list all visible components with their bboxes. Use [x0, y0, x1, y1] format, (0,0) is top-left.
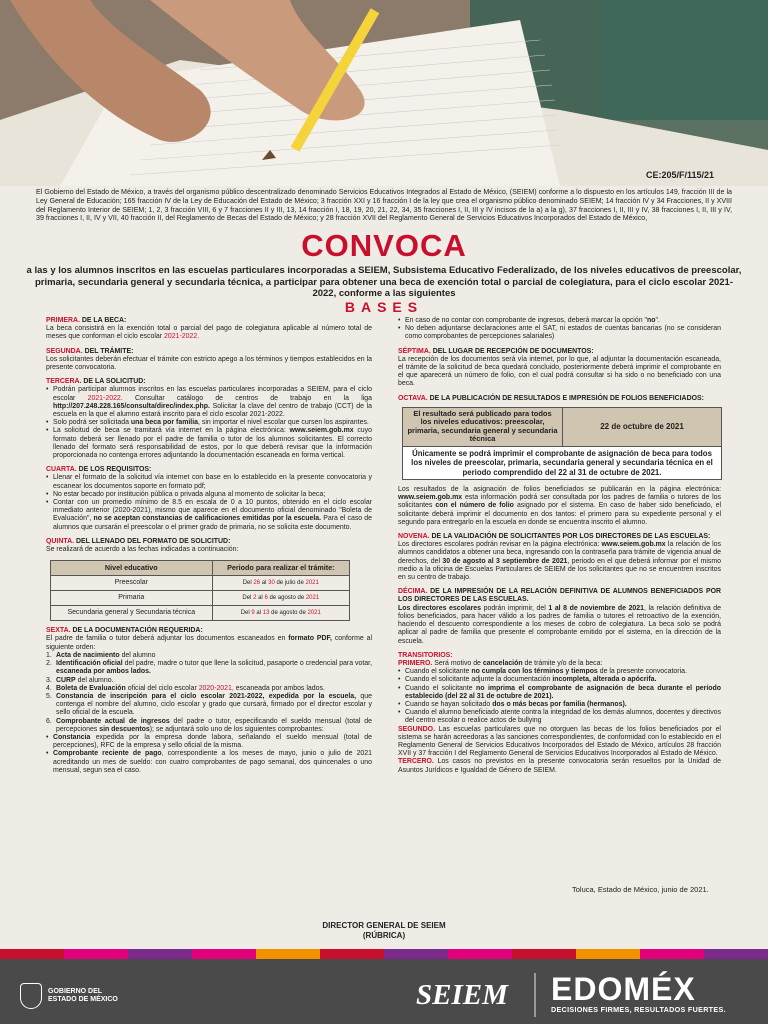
list-item: • Constancia expedida por la empresa donde labora, señalando el sueldo mensual (total de percepciones), RFC de la empresa y sello oficial de la misma. [53, 734, 372, 750]
stripe [384, 949, 448, 959]
stripe [256, 949, 320, 959]
intro-paragraph: El Gobierno del Estado de México, a través del organismo público descentralizado denominado Servicios Educativos Integrados al Estado de México, (SEIEM) conforme a lo dispuesto en los artículos 149, fracción III de la Ley General de Educación; 165 fracción IV de la Ley de Educación del Estado de México; 3 fracción XXI y 16 fracción I de la ley que crea el organismo público denominado SEIEM; 14 fracción IV y 34 Fracciones, II y XVIII del Reglamento Interior de SEIEM; 1, 2, 3 fracción VIII, 6 y 7 fracciones II y III, 13, 14 fracción I, 18, 19, 20, 21, 22, 34, 35 fracciones I, II, III y IV incisos de la a) a la g), 37 fracciones I, II, III y IV, 38 fracciones I, II, III y IV, 39 fracciones I, II, IV y VII, 40 fracción II, del Reglamento de Becas del Estado de México; y 28 fracción XVII del Reglamento General de Servicios Educativos Incorporados del Estado de México, [36, 188, 732, 223]
stripe [320, 949, 384, 959]
section-novena-heading: NOVENA. DE LA VALIDACIÓN DE SOLICITANTES POR LOS DIRECTORES DE LAS ESCUELAS: [398, 533, 711, 541]
section-novena-text: Los directores escolares podrán revisar en la página electrónica: www.seiem.gob.mx la relación de los alumnos candidatos a obtener una beca, ingresando con la contraseña para trámite de vigencia anual de derechos, del 30 de agosto al 3 septiembre de 2021, periodo en el que deberá informar por el mismo medio a la oficina de Escuelas Particulares de SEIEM de los solicitantes que no se encuentren inscritos en su centro de trabajo. [398, 541, 722, 582]
logo-divider [534, 973, 536, 1017]
edomex-logo: EDOMÉX [551, 971, 696, 1007]
list-item: • No estar becado por institución pública o privada alguna al momento de solicitar la beca; [53, 491, 372, 499]
table-cell: Secundaria general y Secundaria técnica [51, 606, 213, 621]
header-photo [0, 0, 768, 186]
list-item: • Comprobante reciente de pago, correspondiente a los meses de mayo, junio o julio de 2021 acreditando un mes de sueldo: con cuatro comprobantes de pago semanal, dos quincenales o uno mensual, segun sea el caso. [53, 750, 372, 775]
list-item: • Podrán participar alumnos inscritos en las escuelas particulares incorporadas a SEIEM, para el ciclo escolar 2021-2022. Consultar catálogo de centros de trabajo en la liga http://207.248.228.165/consulta/direc/index.php. Solicitar la clave del centro de trabajo (CCT) de la escuela en la que el alumno estará inscrito para el ciclo escolar 2021-2022. [53, 386, 372, 419]
schedule-table [50, 560, 350, 621]
list-item: • Contar con un promedio mínimo de 8.5 en escala de 0 a 10 puntos, obtenido en el ciclo escolar inmediato anterior (2020-2021), mismo que aparece en el documento oficial denominado "Boleta de Evaluación", no se aceptan constancias de calificaciones emitidas por la escuela. Para el caso de alumnos que cursarán el preescolar o el primer grado de primaria, no se solicita este documento. [53, 499, 372, 532]
income-proof-list [46, 734, 372, 775]
section-primera-text: La beca consistirá en la exención total o parcial del pago de colegiatura aplicable al número total de meses que conforman el ciclo escolar 2021-2022. [46, 325, 372, 341]
stripe [128, 949, 192, 959]
section-septima-heading: SÉPTIMA. DEL LUGAR DE RECEPCIÓN DE DOCUMENTOS: [398, 347, 594, 355]
table-cell: Primaria [51, 591, 213, 606]
footer [0, 959, 768, 1024]
table-header-row [51, 561, 350, 576]
stripe [64, 949, 128, 959]
right-column [398, 317, 721, 775]
table-header: Nivel educativo [51, 561, 213, 576]
subtitle: a las y los alumnos inscritos en las escuelas particulares incorporadas a SEIEM, Subsistema Educativo Federalizado, de los niveles educativos de preescolar, primaria, secundaria general y secundaria técnica, a participar para obtener una beca de exención total o parcial de colegiatura, para el ciclo escolar 2021-2022, conforme a las siguientes [26, 265, 742, 300]
table-row [403, 446, 722, 479]
list-item: • Cuando el alumno beneficiado atente contra la integridad de los demás alumnos, docentes y directivos del centro escolar o realice actos de bullying [405, 709, 721, 725]
transitorio-primero: PRIMERO. Será motivo de cancelación de trámite y/o de la beca: [398, 659, 603, 667]
table-cell: Preescolar [51, 576, 213, 591]
table-cell: Del 26 al 30 de julio de 2021 [212, 576, 349, 591]
reference-code: CE:205/F/115/21 [646, 170, 715, 180]
signature-title: DIRECTOR GENERAL DE SEIEM [322, 921, 446, 930]
list-item: • No deben adjuntarse declaraciones ante el SAT, ni estados de cuentas bancarias (no se consideran como comprobantes de percepciones salariales) [405, 325, 721, 341]
gobierno-label-line1: GOBIERNO DEL [48, 988, 103, 995]
section-septima-text: La recepción de los documentos será vía internet, por lo que, al adjuntar la documentación escaneada, el trámite de la solicitud de beca quedará concluido, posteriormente deberá imprimir el comprobante en el que aparecerá un número de folio, con el cual podrá consultar si ha sido o no beneficiado con una beca. [398, 355, 721, 388]
stripe [576, 949, 640, 959]
bases-heading: BASES [344, 299, 424, 315]
list-item: 3. CURP del alumno. [46, 676, 114, 684]
stripe [0, 949, 64, 959]
table-header: Periodo para realizar el trámite: [212, 561, 349, 576]
table-cell: 22 de octubre de 2021 [563, 407, 722, 446]
table-row [51, 591, 350, 606]
seiem-link[interactable]: www.seiem.gob.mx [398, 494, 463, 502]
table-row [51, 606, 350, 621]
seiem-link[interactable]: www.seiem.gob.mx [289, 427, 354, 435]
state-seal-icon [20, 983, 42, 1009]
list-item: • Solo podrá ser solicitada una beca por familia, sin importar el nivel escolar que cursen los aspirantes. [53, 419, 372, 427]
section-decima-heading: DÉCIMA. DE LA IMPRESIÓN DE LA RELACIÓN DEFINITIVA DE ALUMNOS BENEFICIADOS POR LOS DIRECTORES DE LAS ESCUELAS. [398, 588, 721, 604]
table-row [403, 407, 722, 446]
place-date: Toluca, Estado de México, junio de 2021. [572, 885, 709, 894]
list-item: 2. Identificación oficial del padre, madre o tutor que llene la solicitud, pasaporte o credencial para votar, escaneada por ambos lados. [46, 660, 372, 676]
section-segunda-text: Los solicitantes deberán efectuar el trámite con estricto apego a los términos y tiempos establecidos en la presente convocatoria. [46, 355, 372, 372]
list-item: • La solicitud de beca se tramitará vía internet en la página electrónica: www.seiem.gob.mx cuyo formato deberá ser llenado por el padre de familia o tutor de los alumnos solicitantes. El correcto llenado del formato será responsabilidad de estos, por lo que deberá revisar que la información proporcionada no contenga errores adjuntando la documentación escaneada en forma vertical. [53, 427, 372, 460]
table-cell: Del 9 al 13 de agosto de 2021 [212, 606, 349, 621]
seiem-logo: SEIEM [416, 979, 508, 1011]
list-item: • Llenar el formato de la solicitud vía internet con base en lo establecido en la presente convocatoria y escanear los documentos soporte en formato pdf; [53, 474, 372, 490]
results-table [402, 407, 722, 480]
seiem-link[interactable]: www.seiem.gob.mx [601, 541, 666, 549]
documents-list [46, 652, 372, 734]
section-octava-text: Los resultados de la asignación de folios beneficiados se publicarán en la página electrónica: www.seiem.gob.mx esta información podrá ser consultada por los padres de familia o tutores de los solicitantes con el número de folio asignado por el sistema. En caso de haber sido beneficiado, el solicitante deberá imprimir el documento en dos tantos: el primero para su expediente personal y el segundo para entregarlo en la escuela en donde se encuentra inscrito el alumno. [398, 486, 721, 526]
section-decima-text: Los directores escolares podrán imprimir, del 1 al 8 de noviembre de 2021, la relación definitiva de folios beneficiados, para hacer válido a los padres de familia o tutores el retroactivo de la exención, haciendo el descuento correspondiente a los meses de cobro de colegiatura. La beca solo se podrá aplicar al padre de familia que presente el comprobante emitido por el sistema, en la dirección de la escuela. [398, 604, 722, 645]
table-cell: El resultado será publicado para todos los niveles educativos: preescolar, primaria, secundaria general y secundaria técnica [403, 407, 563, 446]
color-stripes [0, 949, 768, 959]
gobierno-label-line2: ESTADO DE MÉXICO [48, 996, 118, 1003]
table-cell: Del 2 al 6 de agosto de 2021 [212, 591, 349, 606]
section-cuarta-heading: CUARTA. DE LOS REQUISITOS: [46, 466, 152, 474]
catalog-link[interactable]: http://207.248.228.165/consulta/direc/index.php. [53, 402, 210, 410]
list-item: • Cuando el solicitante no cumpla con los términos y tiempos de la presente convocatoria. [405, 668, 721, 676]
section-sexta-text: El padre de familia o tutor deberá adjuntar los documentos escaneados en formato PDF, conforme al siguiente orden: [46, 635, 372, 651]
signature-block [0, 921, 768, 941]
list-item: 1. Acta de nacimiento del alumno [46, 651, 156, 659]
list-item: 4. Boleta de Evaluación oficial del ciclo escolar 2020-2021, escaneada por ambos lados. [46, 684, 325, 692]
section-quinta-text: Se realizará de acuerdo a las fechas indicadas a continuación: [46, 546, 239, 554]
table-cell: Únicamente se podrá imprimir el comprobante de asignación de beca para todos los niveles de preescolar, primaria, secundaria general y secundaria técnica en el periodo comprendido del 22 al 31 de octubre de 2021. [403, 446, 722, 479]
stripe [512, 949, 576, 959]
section-sexta-heading: SEXTA. DE LA DOCUMENTACIÓN REQUERIDA: [46, 627, 203, 635]
section-tercera-heading: TERCERA. DE LA SOLICITUD: [46, 378, 146, 386]
transitorio-segundo: SEGUNDO. Las escuelas particulares que no otorguen las becas de los folios beneficiados por el sistema se harán acreedoras a las sanciones correspondientes, de conformidad con lo establecido en el Reglamento General de Servicios Educativos Incorporados del Estado de México, artículos 28 fracción XVII y 37 fracción I del Reglamento General de Servicios Educativos Incorporados al Estado de México. [398, 725, 721, 758]
tercera-list [46, 386, 372, 460]
gobierno-logo [20, 983, 118, 1009]
left-column [46, 317, 372, 775]
signature-note: (RÚBRICA) [362, 931, 406, 940]
income-notes-list [398, 317, 721, 342]
list-item: • Cuando el solicitante adjunte la documentación incompleta, alterada o apócrifa. [405, 676, 721, 684]
stripe [192, 949, 256, 959]
slogan: DECISIONES FIRMES, RESULTADOS FUERTES. [551, 1005, 726, 1014]
stripe [704, 949, 768, 959]
section-segunda-heading: SEGUNDA. DEL TRÁMITE: [46, 347, 134, 355]
transitorio-tercero: TERCERO. Los casos no previstos en la presente convocatoria serán resueltos por la Unidad de Asuntos Jurídicos e Igualdad de Género de SEIEM. [398, 758, 721, 774]
table-row [51, 576, 350, 591]
list-item: 5. Constancia de inscripción para el ciclo escolar 2021-2022, expedida por la escuela, que contenga el nombre del alumno, ciclo escolar y grado que cursará, firmado por el director escolar y sello oficial de la escuela. [46, 692, 372, 717]
list-item: • Cuando se hayan solicitado dos o más becas por familia (hermanos). [405, 701, 721, 709]
stripe [640, 949, 704, 959]
cancellation-list [398, 668, 721, 725]
cuarta-list [46, 474, 372, 531]
list-item: • Cuando el solicitante no imprima el comprobante de asignación de beca durante el período establecido (del 22 al 31 de octubre de 2021). [405, 685, 721, 701]
section-octava-heading: OCTAVA. DE LA PUBLICACIÓN DE RESULTADOS E IMPRESIÓN DE FOLIOS BENEFICIADOS: [398, 394, 704, 402]
list-item: 6. Comprobante actual de ingresos del padre o tutor, especificando el sueldo mensual (total de percepciones sin descuentos); se adjuntará solo uno de los siguientes comprobantes: [46, 717, 372, 733]
page-title: CONVOCA [301, 228, 467, 263]
section-quinta-heading: QUINTA. DEL LLENADO DEL FORMATO DE SOLICITUD: [46, 537, 231, 545]
list-item: • En caso de no contar con comprobante de ingresos, deberá marcar la opción "no". [405, 317, 721, 325]
stripe [448, 949, 512, 959]
section-primera-heading: PRIMERA. DE LA BECA: [46, 317, 127, 324]
transitorios-heading: TRANSITORIOS: [398, 651, 453, 659]
